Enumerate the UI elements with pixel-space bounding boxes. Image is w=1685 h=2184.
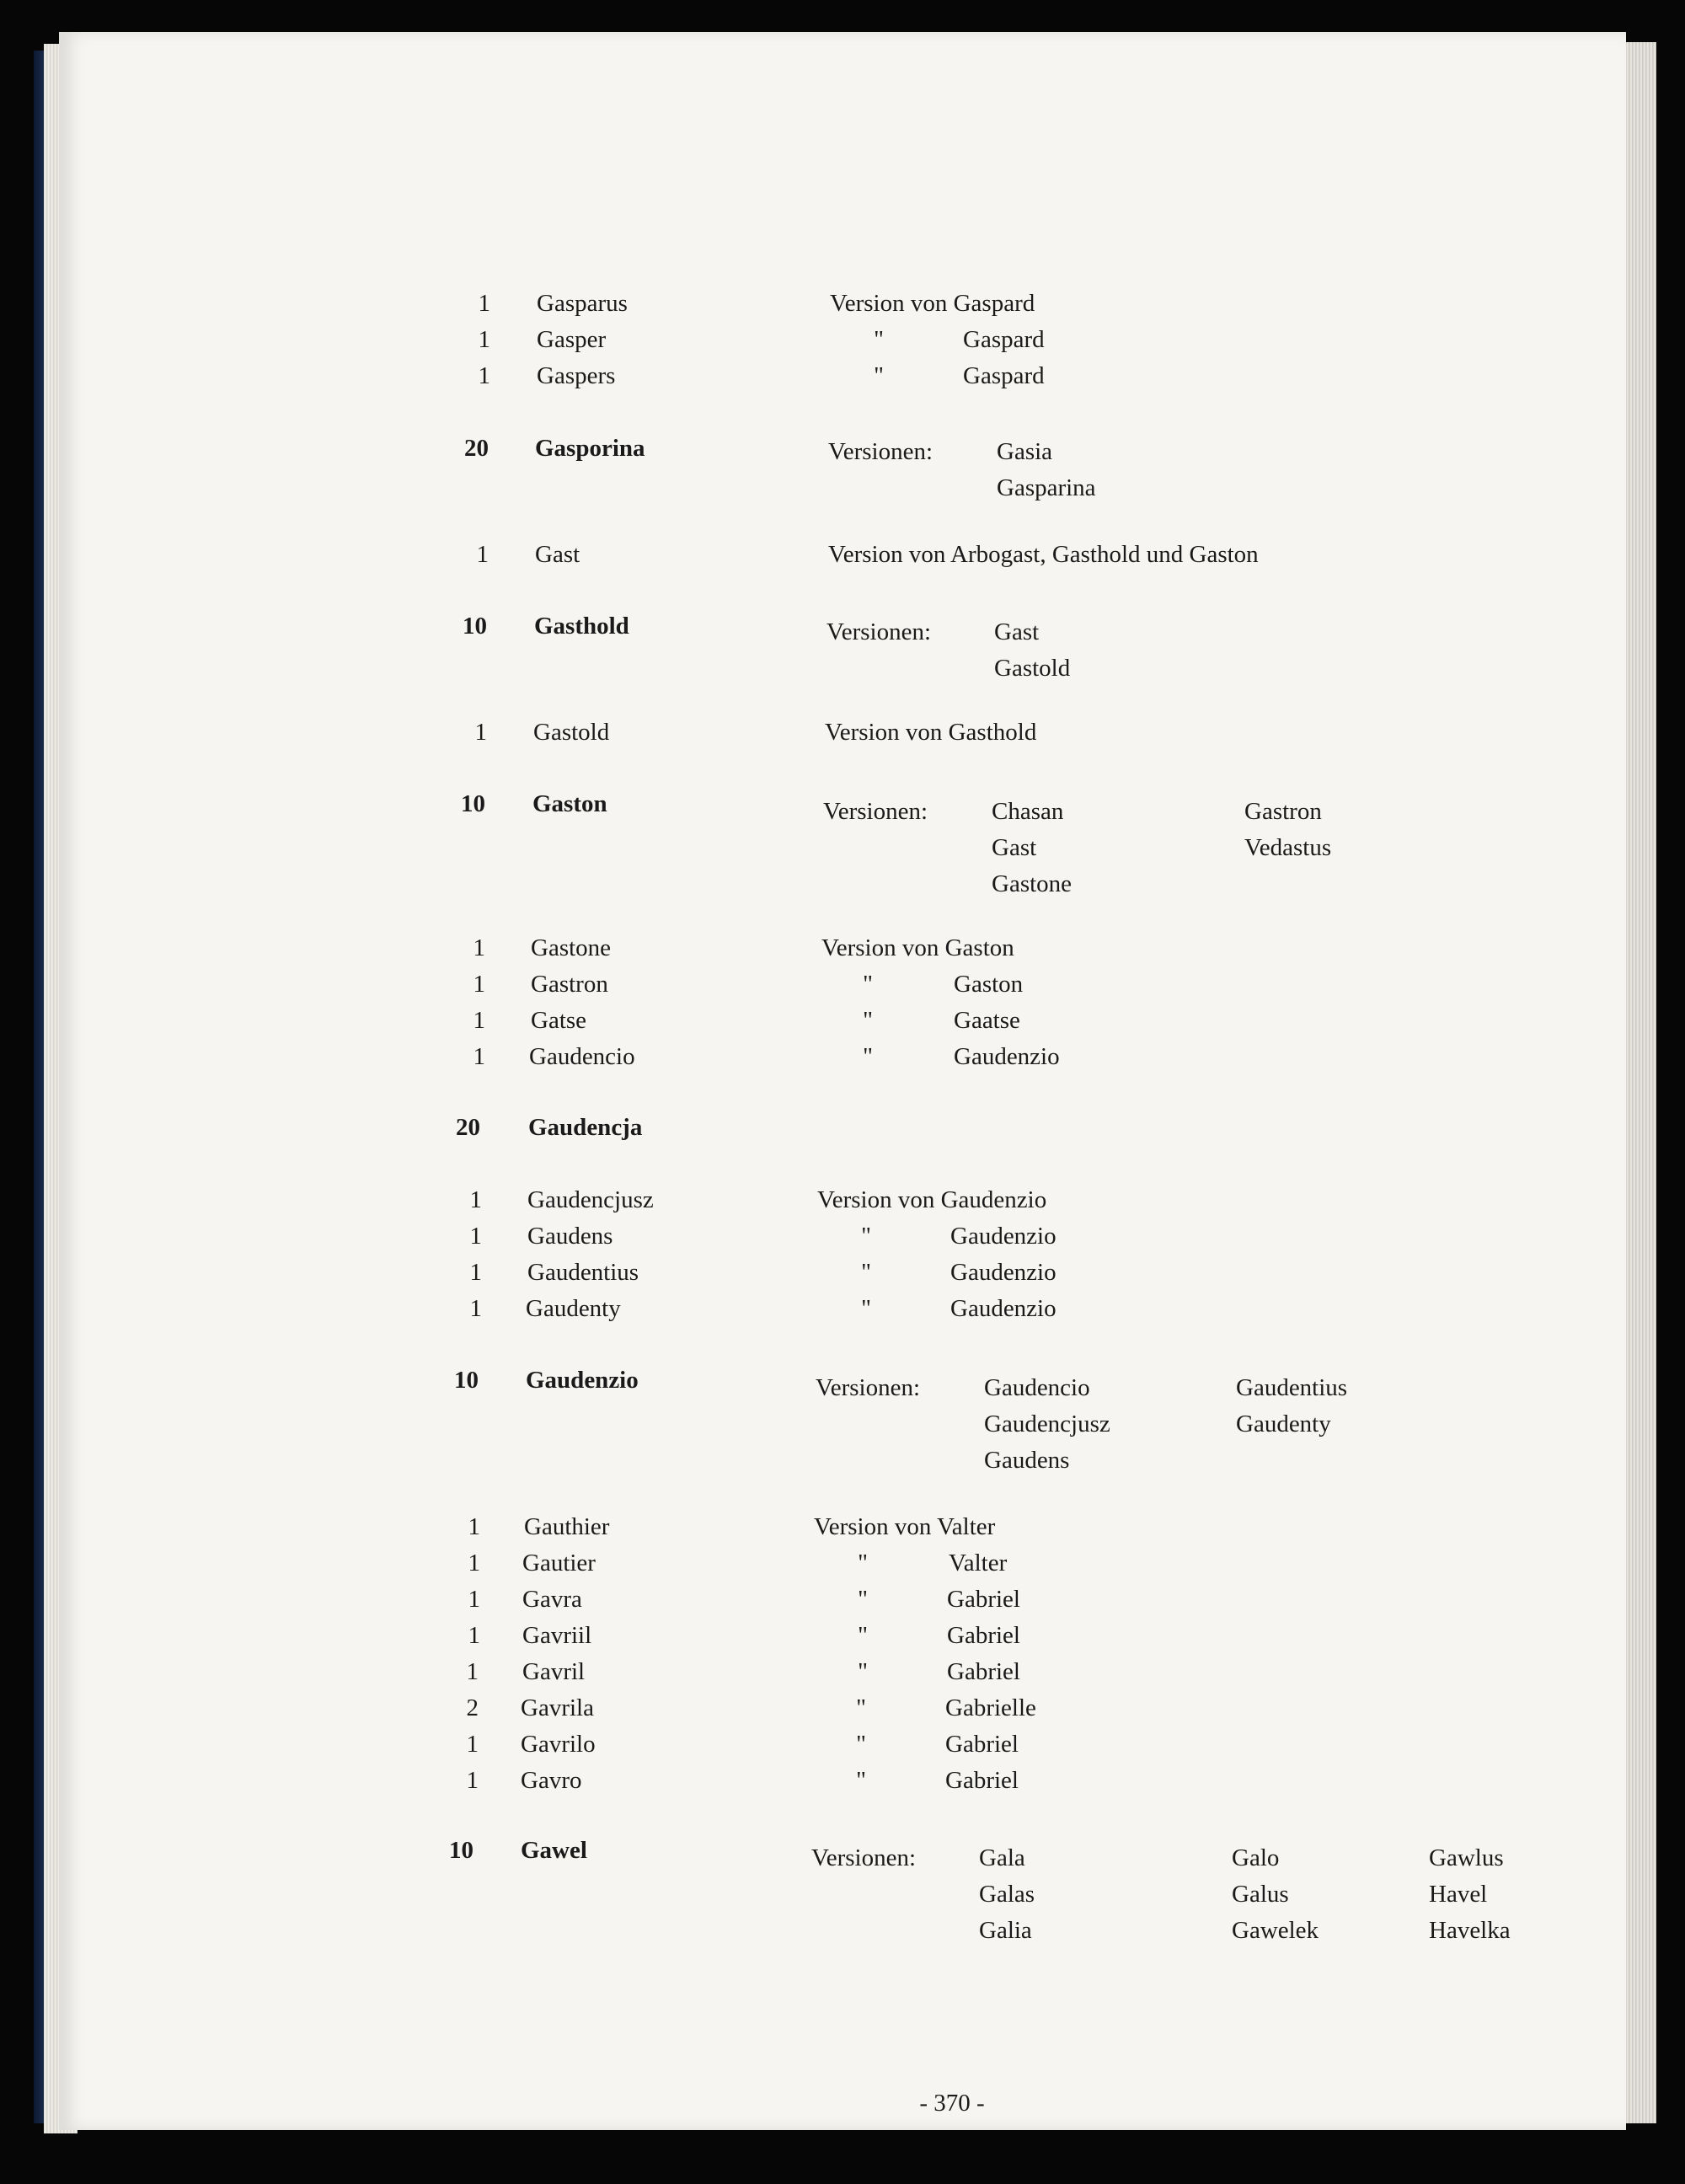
entry-count: 1 — [473, 934, 485, 961]
entry-note: Version von Valter — [814, 1513, 996, 1540]
version-item: Havel — [1429, 1881, 1488, 1908]
page-number: - 370 - — [919, 2090, 985, 2117]
ditto-mark: " — [858, 1622, 868, 1649]
version-item: Gaudentius — [1236, 1374, 1348, 1401]
versions-row — [0, 615, 1685, 654]
entry-name: Gaudenty — [526, 1295, 621, 1322]
entry-row — [0, 1764, 1685, 1802]
versions-row — [0, 1443, 1685, 1482]
entry-row — [0, 323, 1685, 361]
entry-count: 10 — [449, 1837, 473, 1864]
entry-count: 1 — [473, 1043, 485, 1070]
entry-count: 1 — [473, 1007, 485, 1034]
entry-ref: Gabriel — [945, 1731, 1019, 1758]
version-item: Vedastus — [1244, 834, 1332, 861]
entry-count: 1 — [469, 1223, 482, 1250]
versions-row — [0, 831, 1685, 870]
versions-row — [0, 651, 1685, 690]
version-item: Gaudens — [984, 1447, 1070, 1474]
entry-name: Gaudenzio — [526, 1367, 639, 1394]
entry-ref: Gaudenzio — [950, 1259, 1056, 1286]
version-item: Gawlus — [1429, 1844, 1504, 1871]
ditto-mark: " — [874, 362, 884, 389]
version-item: Gaudenty — [1236, 1410, 1331, 1437]
entry-note: Version von Gaudenzio — [817, 1186, 1047, 1213]
entry-name: Gaston — [532, 790, 607, 817]
entry-row — [0, 1255, 1685, 1294]
entry-name: Gavriil — [522, 1622, 592, 1649]
versions-label: Versionen: — [826, 618, 932, 645]
entry-count: 1 — [478, 290, 490, 317]
entry-count: 1 — [476, 541, 489, 568]
entry-name: Gavrilo — [521, 1731, 596, 1758]
entry-row — [0, 1655, 1685, 1694]
entry-name: Gatse — [531, 1007, 587, 1034]
entry-name: Gasthold — [534, 613, 629, 640]
entry-count: 10 — [454, 1367, 479, 1394]
versions-row — [0, 795, 1685, 833]
entry-count: 1 — [466, 1731, 479, 1758]
entry-row — [0, 715, 1685, 754]
ditto-mark: " — [858, 1658, 868, 1685]
versions-row — [0, 867, 1685, 906]
entry-row — [0, 1582, 1685, 1621]
entry-row — [0, 286, 1685, 325]
ditto-mark: " — [856, 1767, 866, 1794]
versions-row — [0, 1371, 1685, 1410]
version-item: Galus — [1232, 1881, 1289, 1908]
versions-row — [0, 1407, 1685, 1446]
ditto-mark: " — [863, 971, 873, 998]
entry-row — [0, 967, 1685, 1006]
entry-name: Gastold — [533, 719, 610, 746]
entry-row — [0, 1004, 1685, 1042]
version-item: Gasparina — [997, 474, 1096, 501]
entry-ref: Valter — [949, 1550, 1008, 1576]
entry-row — [0, 1219, 1685, 1258]
versions-row — [0, 471, 1685, 510]
entry-row — [0, 1546, 1685, 1585]
versions-label: Versionen: — [828, 438, 933, 465]
entry-count: 10 — [461, 790, 485, 817]
ditto-mark: " — [858, 1550, 868, 1576]
ditto-mark: " — [863, 1007, 873, 1034]
entry-ref: Gabriel — [947, 1622, 1020, 1649]
ditto-mark: " — [861, 1295, 871, 1322]
entry-row — [0, 1510, 1685, 1549]
version-item: Gastold — [994, 655, 1071, 682]
ditto-mark: " — [858, 1586, 868, 1613]
entry-row — [0, 1727, 1685, 1766]
entry-name: Gaudencjusz — [527, 1186, 654, 1213]
ditto-mark: " — [856, 1731, 866, 1758]
entry-count: 1 — [469, 1295, 482, 1322]
entry-name: Gaudencio — [529, 1043, 635, 1070]
version-item: Gaudencio — [984, 1374, 1090, 1401]
entry-ref: Gaudenzio — [950, 1295, 1056, 1322]
version-item: Gastron — [1244, 798, 1322, 825]
entry-ref: Gaudenzio — [954, 1043, 1060, 1070]
version-item: Gasia — [997, 438, 1053, 465]
entry-name: Gaspers — [537, 362, 616, 389]
ditto-mark: " — [874, 326, 884, 353]
entry-row — [0, 1183, 1685, 1222]
entry-count: 1 — [468, 1586, 480, 1613]
entry-name: Gautier — [522, 1550, 596, 1576]
entry-count: 1 — [473, 971, 485, 998]
entry-count: 1 — [474, 719, 487, 746]
entry-count: 1 — [469, 1186, 482, 1213]
entry-note: Version von Gaston — [821, 934, 1014, 961]
entry-count: 1 — [466, 1767, 479, 1794]
entry-row — [0, 931, 1685, 970]
entry-name: Gaudentius — [527, 1259, 639, 1286]
entry-name: Gauthier — [524, 1513, 610, 1540]
entry-count: 20 — [456, 1114, 480, 1141]
entry-row — [0, 1619, 1685, 1657]
entry-count: 1 — [466, 1658, 479, 1685]
entry-count: 1 — [468, 1550, 480, 1576]
version-item: Gaudencjusz — [984, 1410, 1110, 1437]
ditto-mark: " — [861, 1259, 871, 1286]
version-item: Gastone — [992, 870, 1073, 897]
versions-label: Versionen: — [811, 1844, 917, 1871]
entry-name: Gasparus — [537, 290, 628, 317]
version-item: Gast — [994, 618, 1040, 645]
versions-label: Versionen: — [823, 798, 928, 825]
entry-ref: Gabrielle — [945, 1694, 1036, 1721]
entry-name: Gasper — [537, 326, 607, 353]
entry-name: Gast — [535, 541, 580, 568]
ditto-mark: " — [863, 1043, 873, 1070]
entry-count: 1 — [478, 362, 490, 389]
entry-ref: Gaatse — [954, 1007, 1020, 1034]
entry-note: Version von Arbogast, Gasthold und Gaston — [828, 541, 1259, 568]
entry-ref: Gaspard — [963, 362, 1045, 389]
entry-count: 1 — [469, 1259, 482, 1286]
version-item: Gala — [979, 1844, 1025, 1871]
entry-row — [0, 538, 1685, 576]
entry-name: Gavra — [522, 1586, 582, 1613]
entry-count: 10 — [463, 613, 487, 640]
ditto-mark: " — [861, 1223, 871, 1250]
ditto-mark: " — [856, 1694, 866, 1721]
version-item: Havelka — [1429, 1917, 1511, 1944]
version-item: Galas — [979, 1881, 1035, 1908]
entry-row — [0, 1040, 1685, 1079]
entry-name: Gaudencja — [528, 1114, 643, 1141]
entry-ref: Gabriel — [945, 1767, 1019, 1794]
version-item: Galo — [1232, 1844, 1280, 1871]
entry-name: Gastron — [531, 971, 608, 998]
entry-count: 1 — [468, 1622, 480, 1649]
entry-ref: Gaspard — [963, 326, 1045, 353]
entry-name: Gawel — [521, 1837, 587, 1864]
entry-ref: Gaudenzio — [950, 1223, 1056, 1250]
versions-row — [0, 1914, 1685, 1952]
entry-name: Gasporina — [535, 435, 645, 462]
entry-ref: Gaston — [954, 971, 1024, 998]
entry-count: 1 — [468, 1513, 480, 1540]
entry-note: Version von Gaspard — [830, 290, 1035, 317]
entry-name: Gavrila — [521, 1694, 594, 1721]
entry-count: 2 — [466, 1694, 479, 1721]
entry-ref: Gabriel — [947, 1586, 1020, 1613]
entry-name: Gavro — [521, 1767, 582, 1794]
versions-label: Versionen: — [816, 1374, 921, 1401]
versions-row — [0, 1877, 1685, 1916]
entry-count: 20 — [464, 435, 489, 462]
entry-count: 1 — [478, 326, 490, 353]
entry-row — [0, 1111, 1685, 1149]
entry-ref: Gabriel — [947, 1658, 1020, 1685]
entry-name: Gaudens — [527, 1223, 613, 1250]
entry-row — [0, 1292, 1685, 1330]
entry-name: Gastone — [531, 934, 612, 961]
version-item: Gast — [992, 834, 1037, 861]
versions-row — [0, 435, 1685, 474]
version-item: Galia — [979, 1917, 1032, 1944]
entry-note: Version von Gasthold — [825, 719, 1037, 746]
versions-row — [0, 1841, 1685, 1880]
entry-row — [0, 1691, 1685, 1730]
version-item: Chasan — [992, 798, 1064, 825]
entry-name: Gavril — [522, 1658, 586, 1685]
version-item: Gawelek — [1232, 1917, 1319, 1944]
entry-row — [0, 359, 1685, 398]
